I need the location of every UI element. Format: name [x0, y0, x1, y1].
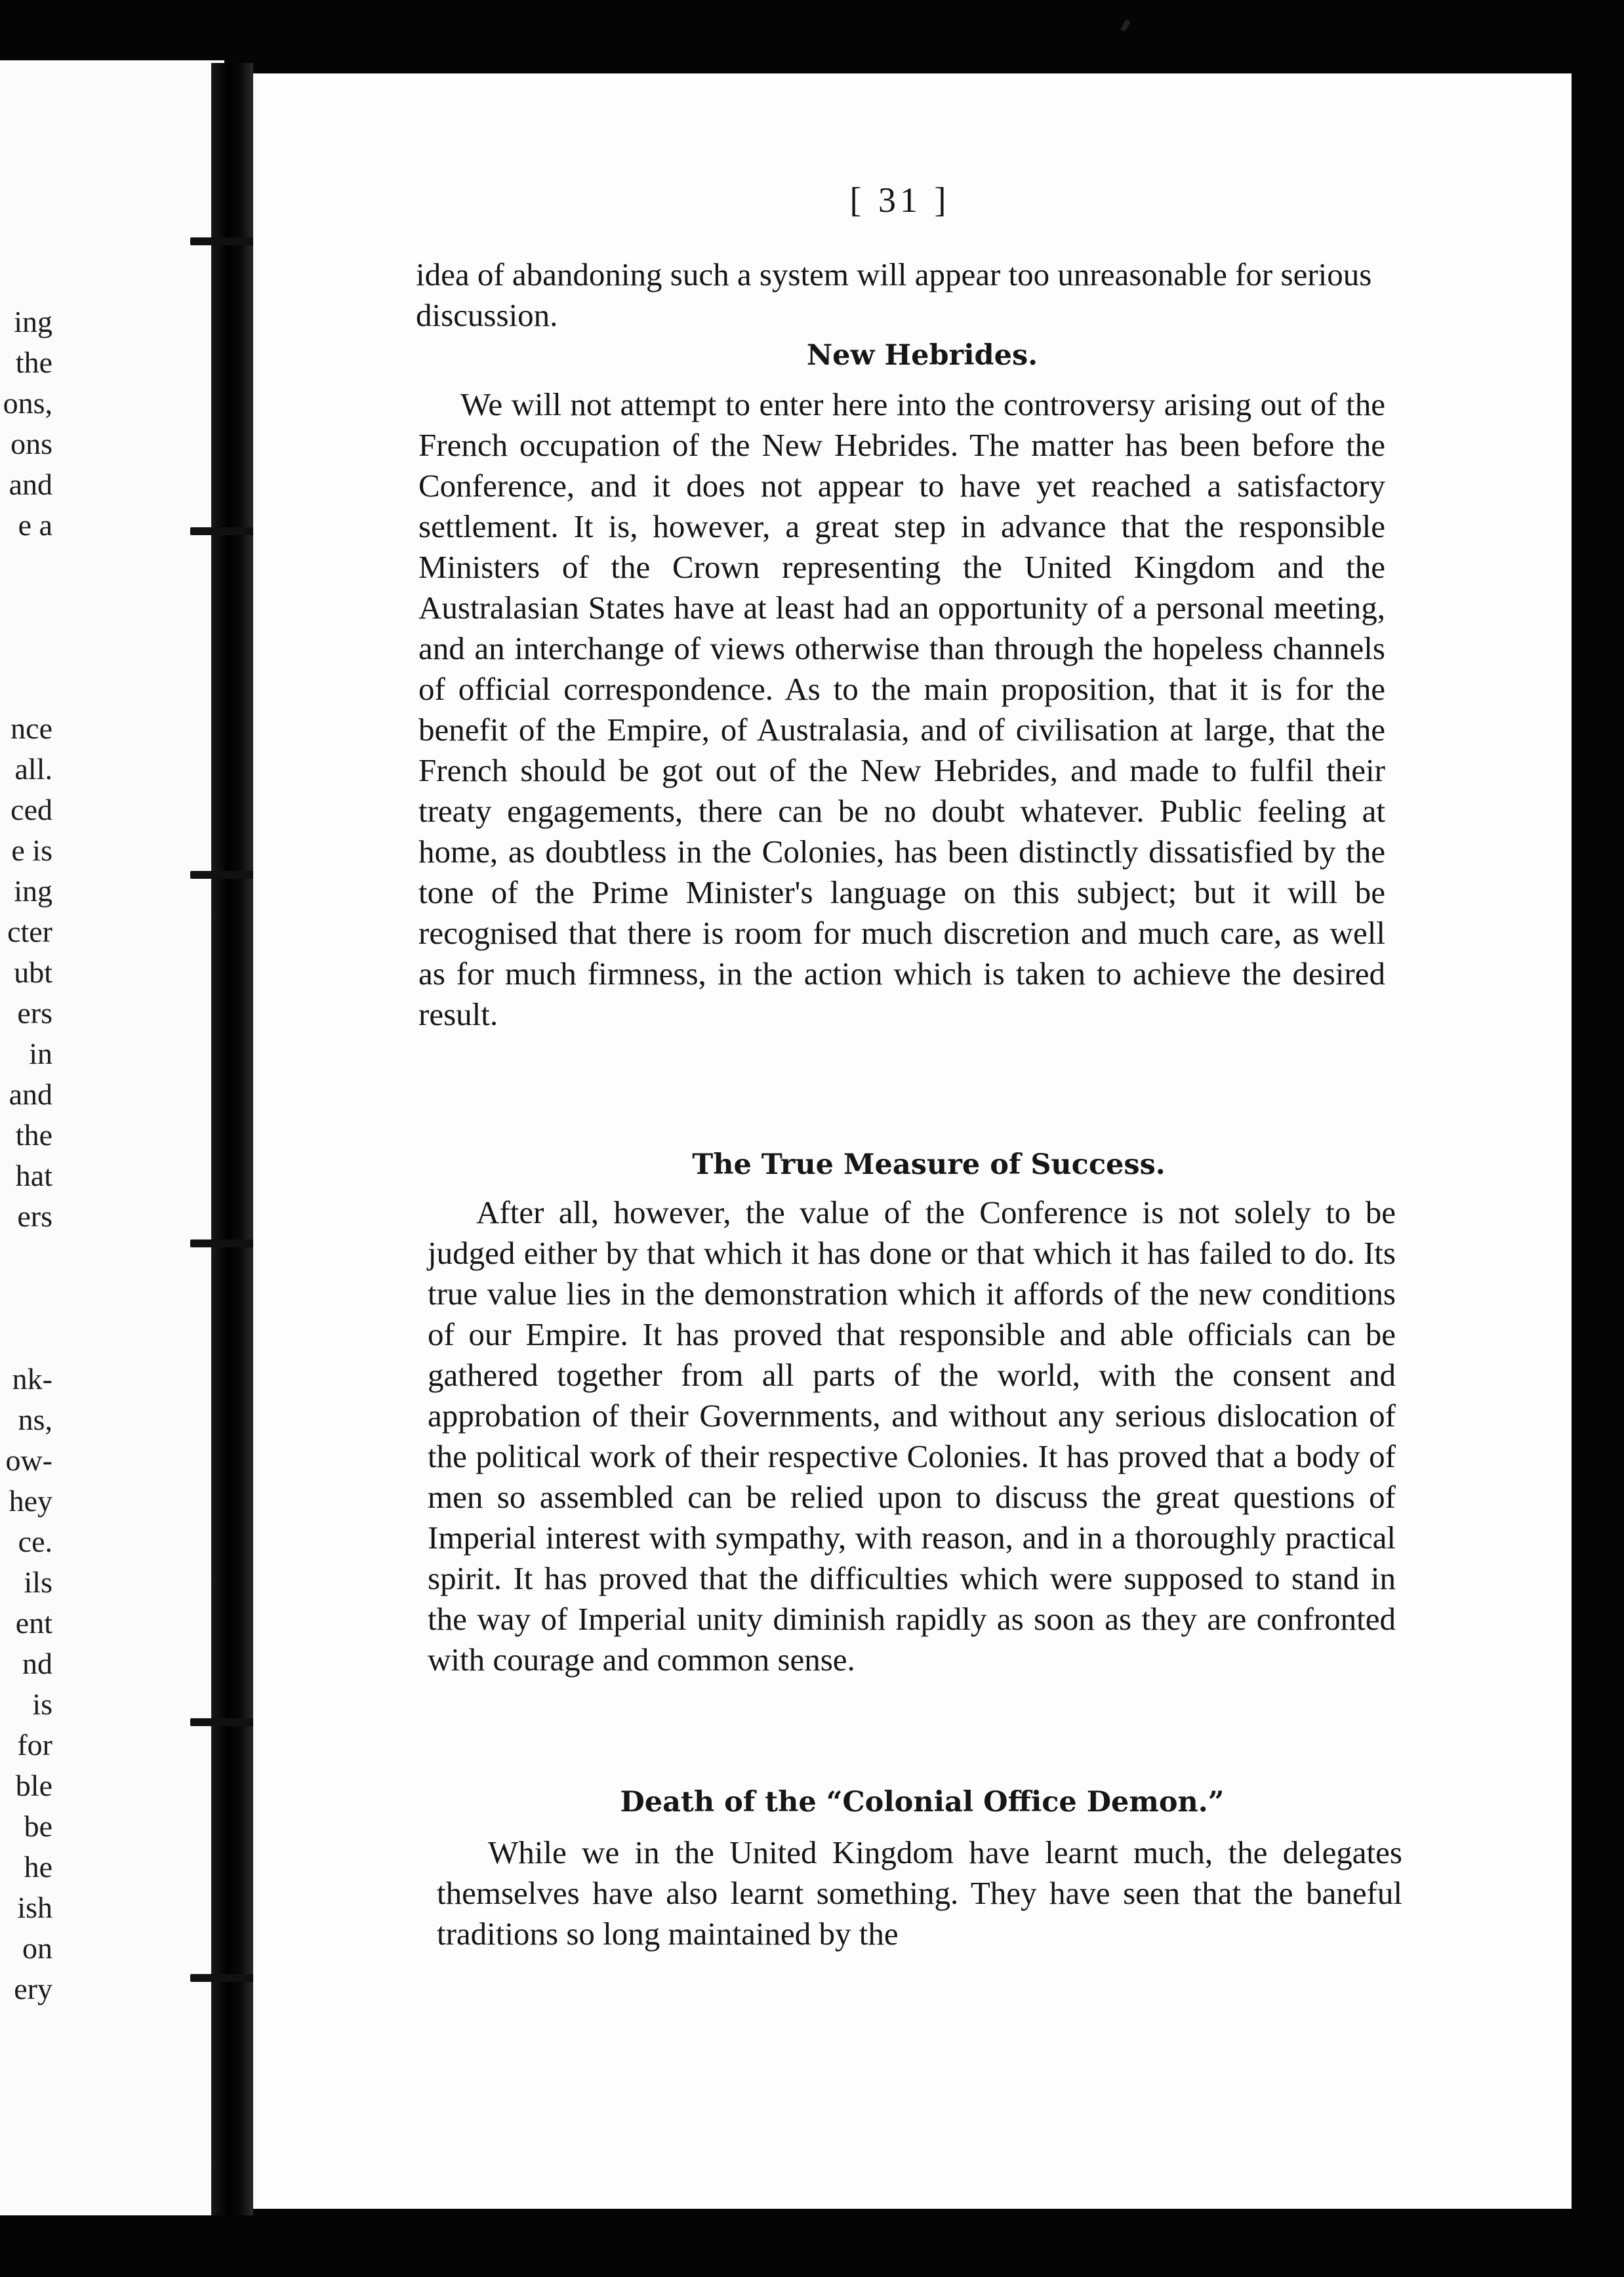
left-page-fragment: ns, [18, 1403, 52, 1436]
left-page-fragment [0, 1278, 52, 1318]
left-page-fragment: ers [17, 996, 52, 1030]
left-page-fragment: ils [24, 1565, 52, 1599]
section-heading-new-hebrides: New Hebrides. [806, 339, 1038, 372]
left-page-fragment: and [9, 468, 52, 501]
left-page-fragment: e a [18, 508, 52, 542]
left-page-fragment: ing [14, 305, 52, 338]
left-page-text-fragments [0, 302, 52, 2009]
left-page-fragment: ons, [3, 386, 52, 420]
left-page-fragment: for [17, 1728, 52, 1762]
left-page-fragment: ow- [5, 1443, 52, 1477]
section-body-true-measure: After all, however, the value of the Conference is not solely to be judged either by that which it has done or that which it has failed to do. Its true value lies in the demonstration which it affords of the new conditions of our Empire. It has proved that responsible and able officials can be gathered together from all parts of the world, with the consent and approbation of their Governments, and without any serious dislocation of the political work of their respective Colonies. It has proved that a body of men so assembled can be relied upon to discuss the great questions of Imperial interest with sympathy, with reason, and in a thoroughly practical spirit. It has proved that the difficulties which were supposed to stand in the way of Imperial unity diminish rapidly as soon as they are confronted with courage and common sense. [428, 1194, 1396, 1678]
left-page-fragment: the [15, 346, 52, 379]
book-binding [211, 63, 253, 2215]
left-page-fragment: he [24, 1850, 52, 1884]
section-body-colonial-office-demon: While we in the United Kingdom have learnt much, the delegates themselves have also learnt something. They have seen that the baneful traditions so long maintained by the [437, 1834, 1402, 1952]
left-page-fragment: ent [15, 1606, 52, 1640]
left-page-fragment: on [22, 1931, 52, 1965]
left-page-fragment [0, 1237, 52, 1278]
left-page [0, 60, 224, 2215]
section-body-new-hebrides: We will not attempt to enter here into the controversy arising out of the French occupation of the New Hebrides. The matter has been before the Conference, and it does not appear to have yet reached a satisfactory settlement. It is, however, a great step in advance that the responsible Ministers of the Crown representing the United Kingdom and the Australasian States have at least had an opportunity of a personal meeting, and an interchange of views otherwise than through the hopeless channels of official correspondence. As to the main proposition, that it is for the benefit of the Empire, of Australasia, and of civilisation at large, that the French should be got out of the New Hebrides, and made to fulfil their treaty engagements, there can be no doubt whatever. Public feeling at home, as doubtless in the Colonies, has been distinctly dissatisfied by the tone of the Prime Minister's language on this subject; but it will be recognised that there is room for much discretion and much care, as well as for much firmness, in the action which is taken to achieve the desired result. [418, 386, 1385, 1032]
left-page-fragment: be [24, 1809, 52, 1843]
left-page-fragment: nk- [12, 1362, 52, 1396]
left-page-fragment: ers [17, 1199, 52, 1233]
intro-paragraph: idea of abandoning such a system will appear too unreasonable for serious discussion. [416, 256, 1372, 333]
left-page-fragment: ery [14, 1972, 52, 2005]
left-page-fragment: and [9, 1078, 52, 1111]
scan-speck [1120, 19, 1131, 32]
left-page-fragment [0, 1318, 52, 1359]
left-page-fragment: ble [15, 1769, 52, 1802]
section-heading-colonial-office-demon: Death of the “Colonial Office Demon.” [620, 1786, 1225, 1819]
left-page-fragment: ced [10, 793, 52, 826]
left-page-fragment: is [32, 1687, 52, 1721]
left-page-fragment [0, 546, 52, 586]
left-page-fragment: ish [17, 1891, 52, 1924]
left-page-fragment: nce [10, 712, 52, 745]
left-page-fragment: in [29, 1037, 52, 1070]
left-page-fragment: hey [9, 1484, 52, 1518]
left-page-fragment [0, 586, 52, 627]
left-page-fragment: ons [10, 427, 52, 460]
left-page-fragment: cter [7, 915, 52, 948]
left-page-fragment [0, 668, 52, 708]
left-page-fragment: e is [11, 834, 52, 867]
left-page-fragment: ing [14, 874, 52, 908]
left-page-fragment: all. [14, 752, 52, 786]
left-page-fragment: ce. [18, 1525, 52, 1558]
left-page-fragment: nd [22, 1647, 52, 1680]
left-page-fragment [0, 627, 52, 668]
page-number: [ 31 ] [849, 180, 950, 220]
section-heading-true-measure: The True Measure of Success. [692, 1148, 1166, 1181]
left-page-fragment: the [15, 1118, 52, 1152]
left-page-fragment: hat [15, 1159, 52, 1192]
right-page [253, 73, 1572, 2209]
left-page-fragment: ubt [14, 956, 52, 989]
